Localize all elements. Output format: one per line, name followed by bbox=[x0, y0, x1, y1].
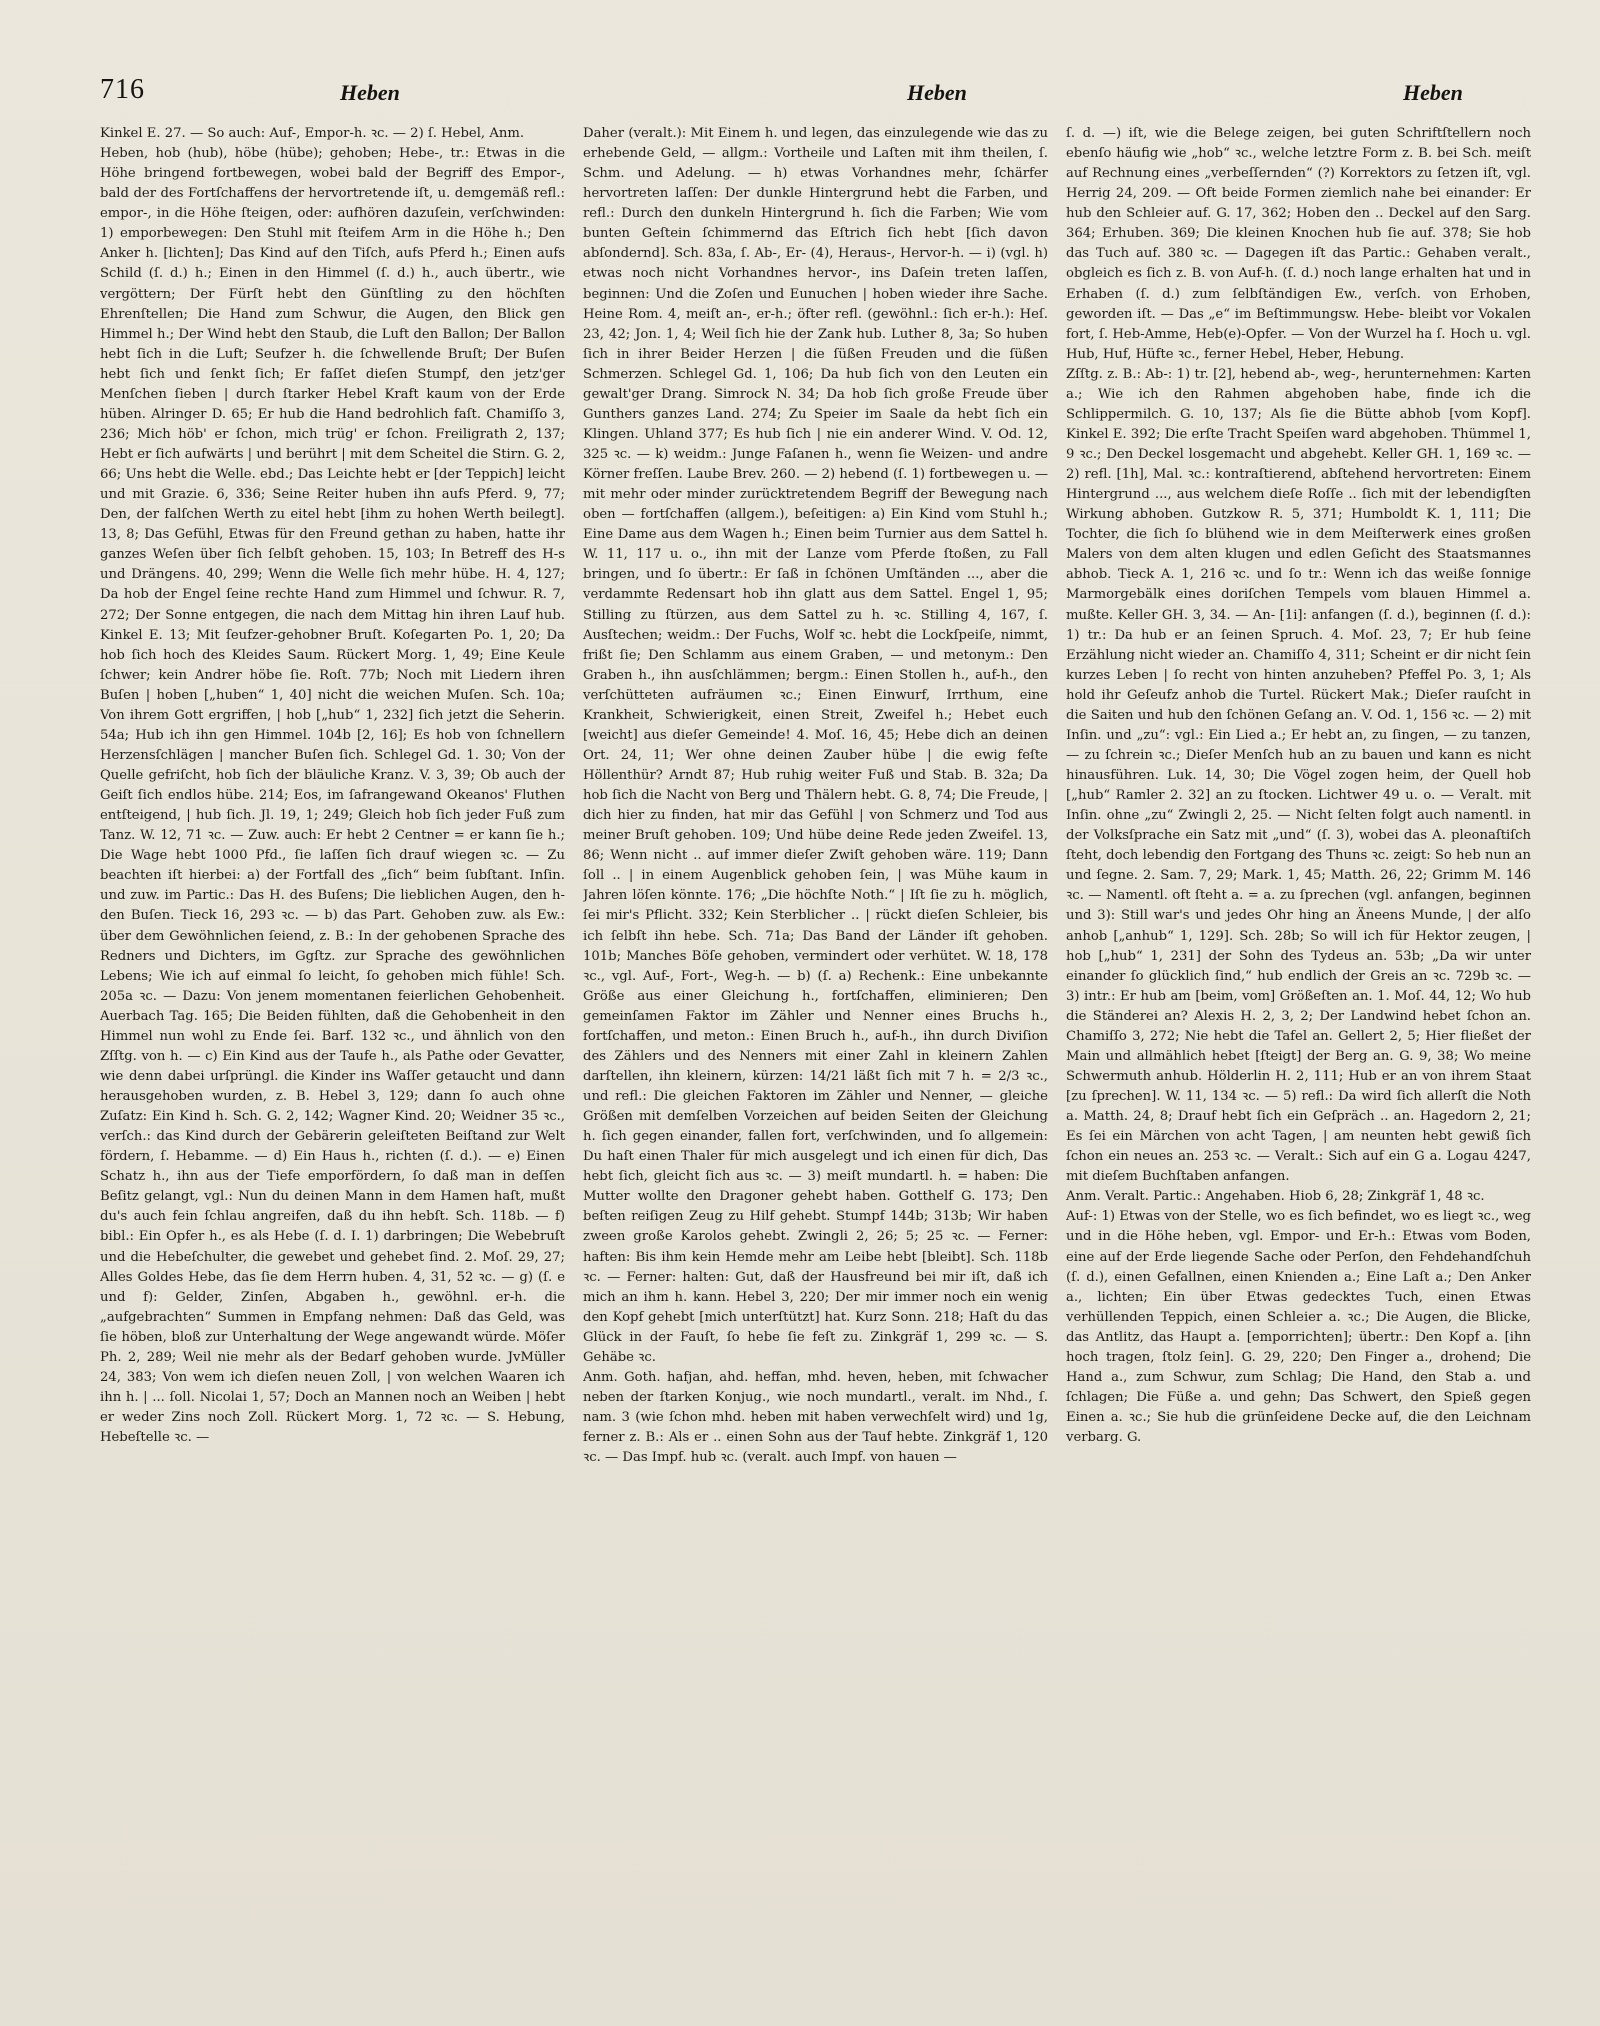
column-right-text: ſ. d. —) iſt, wie die Belege zeigen, bei guten Schriftſtellern noch ebenſo häufig wie „hob“ ꝛc., welche letztre Form z. B. bei Sch. meiſt auf Rechnung eines „verbeſſernden“ (?) Korrektors zu ſetzen iſt, vgl. Herrig 24, 209. — Oft beide Formen ziemlich nahe bei einander: Er hub den Schleier auf. G. 17, 362; Hoben den .. Deckel auf den Sarg. 364; Erhuben. 369; Die kleinen Knochen hub ſie auf. 378; Sie hob das Tuch auf. 380 ꝛc. — Dagegen iſt das Partic.: Gehaben veralt., obgleich es ſich z. B. von Auf-h. (ſ. d.) noch lange erhalten hat und in Erhaben (ſ. d.) zum ſelbſtändigen Ew., verſch. von Erhoben, geworden iſt. — Das „e“ im Beſtimmungsw. Hebe- bleibt vor Vokalen fort, ſ. Heb-Amme, Heb(e)-Opfer. — Von der Wurzel ha ſ. Hoch u. vgl. Hub, Huf, Hüfte ꝛc., ferner Hebel, Heber, Hebung. Zſſtg. z. B.: Ab-: 1) tr. [2], hebend ab-, weg-, herunternehmen: Karten a.; Wie ich den Rahmen abgehoben habe, finde ich die Schlippermilch. G. 10, 137; Als ſie die Bütte abhob [vom Kopf]. Kinkel E. 392; Die erſte Tracht Speiſen ward abgehoben. Thümmel 1, 9 ꝛc.; Den Deckel losgemacht und abgehebt. Keller GH. 1, 169 ꝛc. — 2) refl. [1h], Mal. ꝛc.: kontraſtierend, abſtehend hervortreten: Einem Hintergrund ..., aus welchem dieſe Roſſe .. ſich mit der lebendigſten Wirkung abhoben. Gutzkow R. 5, 371; Humboldt K. 1, 111; Die Tochter, die ſich ſo blühend wie in dem Meiſterwerk eines großen Malers von dem alten klugen und edlen Geſicht des Staatsmannes abhob. Tieck A. 1, 216 ꝛc. und ſo tr.: Wenn ich das weiße ſonnige Marmorgebälk eines doriſchen Tempels vom blauen Himmel a. mußte. Keller GH. 3, 34. — An- [1i]: anfangen (ſ. d.), beginnen (ſ. d.): 1) tr.: Da hub er an ſeinen Spruch. 4. Moſ. 23, 7; Er hub ſeine Erzählung nicht wieder an. Chamiſſo 4, 311; Scheint er dir nicht ſein kurzes Leben | ſo recht von hinten anzuheben? Pfeffel Po. 3, 1; Als hold ihr Geſeufz anhob die Turtel. Rückert Mak.; Dieſer rauſcht in die Saiten und hub den ſchönen Geſang an. V. Od. 1, 156 ꝛc. — 2) mit Inſin. und „zu“: vgl.: Ein Lied a.; Er hebt an, zu ſingen, — zu tanzen, — zu ſchrein ꝛc.; Dieſer Menſch hub an zu bauen und kann es nicht hinausführen. Luk. 14, 30; Die Vögel zogen heim, der Quell hob [„hub“ Ramler 2. 32] an zu ſtocken. Lichtwer 49 u. o. — Veralt. mit Inſin. ohne „zu“ Zwingli 2, 25. — Nicht ſelten folgt auch namentl. in der Volksſprache ein Satz mit „und“ (ſ. 3), wobei das A. pleonaſtiſch ſteht, doch lebendig den Fortgang des Thuns ꝛc. zeigt: So heb nun an und ſegne. 2. Sam. 7, 29; Mark. 1, 45; Matth. 26, 22; Grimm M. 146 ꝛc. — Namentl. oft ſteht a. = a. zu ſprechen (vgl. anfangen, beginnen und 3): Still war's und jedes Ohr hing an Äneens Munde, | der alſo anhob [„anhub“ 1, 129]. Sch. 28b; So will ich für Hektor zeugen, | hob [„hub“ 1, 231] der Sohn des Tydeus an. 53b; „Da wir unter einander ſo glücklich ſind,“ hub endlich der Greis an ꝛc. 729b ꝛc. — 3) intr.: Er hub am [beim, vom] Größeſten an. 1. Moſ. 44, 12; Wo hub die Ständerei an? Alexis H. 2, 3, 2; Der Landwind hebet ſchon an. Chamiſſo 3, 272; Nie hebt die Tafel an. Gellert 2, 5; Hier fließet der Main und allmählich hebet [ſteigt] der Berg an. G. 9, 38; Wo meine Schwermuth anhub. Hölderlin H. 2, 111; Hub er an von ihrem Staat [zu ſprechen]. W. 11, 134 ꝛc. — 5) refl.: Da wird ſich allerſt die Noth a. Matth. 24, 8; Drauf hebt ſich ein Geſpräch .. an. Hagedorn 2, 21; Es ſei ein Märchen von acht Tagen, | am neunten hebt gewiß ſich ſchon ein neues an. 253 ꝛc. — Veralt.: Sich auf ein G a. Logau 4247, mit dieſem Buchſtaben anfangen. Anm. Veralt. Partic.: Angehaben. Hiob 6, 28; Zinkgräf 1, 48 ꝛc. Auf-: 1) Etwas von der Stelle, wo es ſich befindet, wo es liegt ꝛc., weg und in die Höhe heben, vgl. Empor- und Er-h.: Etwas vom Boden, eine auf der Erde liegende Sache oder Perſon, den Fehdehandſchuh (ſ. d.), einen Gefallnen, einen Knienden a.; Eine Laſt a.; Den Anker a., lichten; Ein über Etwas gedecktes Tuch, einen Etwas verhüllenden Teppich, einen Schleier a. ꝛc.; Die Augen, die Blicke, das Antlitz, das Haupt a. [emporrichten]; übertr.: Den Kopf a. [ihn hoch tragen, ſtolz ſein]. G. 29, 220; Den Finger a., drohend; Die Hand a., zum Schwur, zum Schlag; Die Hand, den Stab a. und ſchlagen; Die Füße a. und gehn; Das Schwert, den Spieß gegen Einen a. ꝛc.; Sie hub die grünſeidene Decke auf, die den Leichnam verbarg. G. bbox=[1066, 126, 1531, 1446]
column-right bbox=[1066, 124, 1531, 2004]
page-number: 716 bbox=[100, 74, 145, 105]
running-head-right: Heben bbox=[1403, 80, 1463, 105]
column-left bbox=[100, 124, 565, 2004]
column-middle bbox=[583, 124, 1048, 2004]
running-head-left: Heben bbox=[340, 80, 400, 105]
page-header bbox=[100, 72, 1558, 118]
running-head-center: Heben bbox=[907, 80, 967, 105]
column-left-text: Kinkel E. 27. — So auch: Auf-, Empor-h. ꝛc. — 2) ſ. Hebel, Anm. Heben, hob (hub), höbe (hübe); gehoben; Hebe-, tr.: Etwas in die Höhe bringend fortbewegen, wobei bald der Begriff des Empor-, bald der des Fortſchaffens der hervortretende iſt, u. demgemäß refl.: empor-, in die Höhe ſteigen, oder: aufhören dazuſein, verſchwinden: 1) emporbewegen: Den Stuhl mit ſteifem Arm in die Höhe h.; Den Anker h. [lichten]; Das Kind auf den Tiſch, aufs Pferd h.; Einen aufs Schild (ſ. d.) h.; Einen in den Himmel (ſ. d.) h., auch übertr., wie vergöttern; Der Fürſt hebt den Günſtling zu den höchſten Ehrenſtellen; Die Hand zum Schwur, die Augen, den Blick gen Himmel h.; Der Wind hebt den Staub, die Luft den Ballon; Der Ballon hebt ſich in die Luft; Seufzer h. die ſchwellende Bruſt; Der Buſen hebt ſich und ſenkt ſich; Er faſſet dieſen Stumpf, den jetz'ger Menſchen ſieben | durch ſtarker Hebel Kraft kaum von der Erde hüben. Alringer D. 65; Er hub die Hand bedrohlich faſt. Chamiſſo 3, 236; Mich höb' er ſchon, mich trüg' er ſchon. Freiligrath 2, 137; Hebt er ſich aufwärts | und berührt | mit dem Scheitel die Stirn. G. 2, 66; Uns hebt die Welle. ebd.; Das Leichte hebt er [der Teppich] leicht und mit Grazie. 6, 336; Seine Reiter huben ihn aufs Pferd. 9, 77; Den, der falſchen Werth zu eitel hebt [ihm zu hohen Werth beilegt]. 13, 8; Das Gefühl, Etwas für den Freund gethan zu haben, hatte ihr ganzes Weſen über ſich ſelbſt gehoben. 15, 103; In Betreff des H-s und Drängens. 40, 299; Wenn die Welle ſich mehr hübe. H. 4, 127; Da hob der Engel ſeine rechte Hand zum Himmel und ſchwur. R. 7, 272; Der Sonne entgegen, die nach dem Mittag hin ihren Lauf hub. Kinkel E. 13; Mit ſeufzer-gehobner Bruſt. Koſegarten Po. 1, 20; Da hob ſich hoch des Kleides Saum. Rückert Morg. 1, 49; Eine Keule ſchwer; kein Andrer höbe ſie. Roſt. 77b; Noch mit Liedern ihren Buſen | hoben [„huben“ 1, 40] nicht die weichen Muſen. Sch. 10a; Von ihrem Gott ergriffen, | hob [„hub“ 1, 232] ſich jetzt die Seherin. 54a; Hub ich ihn gen Himmel. 104b [2, 16]; Es hob von ſchnellern Herzensſchlägen | mancher Buſen ſich. Schlegel Gd. 1. 30; Von der Quelle gefriſcht, hob ſich der bläuliche Kranz. V. 3, 39; Ob auch der Geiſt ſich endlos hübe. 214; Eos, im ſafrangewand Okeanos' Fluthen entſteigend, | hub ſich. Jl. 19, 1; 249; Gleich hob ſich jeder Fuß zum Tanz. W. 12, 71 ꝛc. — Zuw. auch: Er hebt 2 Centner = er kann ſie h.; Die Wage hebt 1000 Pfd., ſie laſſen ſich drauf wiegen ꝛc. — Zu beachten iſt hierbei: a) der Fortfall des „ſich“ beim ſubſtant. Inſin. und zuw. im Partic.: Das H. des Buſens; Die lieblichen Augen, den h-den Buſen. Tieck 16, 293 ꝛc. — b) das Part. Gehoben zuw. als Ew.: über dem Gewöhnlichen ſeiend, z. B.: In der gehobenen Sprache des Redners und Dichters, im Ggſtz. zur Sprache des gewöhnlichen Lebens; Wie ich auf einmal ſo leicht, ſo gehoben mich fühle! Sch. 205a ꝛc. — Dazu: Von jenem momentanen feierlichen Gehobenheit. Auerbach Tag. 165; Die Beiden fühlten, daß die Gehobenheit in den Himmel nun wohl zu Ende ſei. Barf. 132 ꝛc., und ähnlich von den Zſſtg. von h. — c) Ein Kind aus der Taufe h., als Pathe oder Gevatter, wie denn dabei urſprüngl. die Kinder ins Waſſer getaucht und dann herausgehoben wurden, z. B. Hebel 3, 129; dann ſo auch ohne Zuſatz: Ein Kind h. Sch. G. 2, 142; Wagner Kind. 20; Weidner 35 ꝛc., verſch.: das Kind durch der Gebärerin geleiſteten Beiſtand zur Welt fördern, ſ. Hebamme. — d) Ein Haus h., richten (ſ. d.). — e) Einen Schatz h., ihn aus der Tiefe emporfördern, ſo daß man in deſſen Beſitz gelangt, vgl.: Nun du deinen Mann in dem Hamen haſt, mußt du's auch fein ſchlau angreifen, daß du ihn hebſt. Sch. 118b. — f) bibl.: Ein Opfer h., es als Hebe (ſ. d. I. 1) darbringen; Die Webebruſt und die Hebeſchulter, die gewebet und gehebet ſind. 2. Moſ. 29, 27; Alles Goldes Hebe, das ſie dem Herrn huben. 4, 31, 52 ꝛc. — g) (ſ. e und f): Gelder, Zinſen, Abgaben h., gewöhnl. er-h. die „aufgebrachten“ Summen in Empfang nehmen: Daß das Geld, was ſie höben, bloß zur Unterhaltung der Wege angewandt würde. Möſer Ph. 2, 289; Weil nie mehr als der Bedarf gehoben wurde. JvMüller 24, 383; Von wem ich dieſen neuen Zoll, | von welchen Waaren ich ihn h. | ... ſoll. Nicolai 1, 57; Doch an Mannen noch an Weiben | hebt er weder Zins noch Zoll. Rückert Morg. 1, 72 ꝛc. — S. Hebung, Hebeſtelle ꝛc. — bbox=[100, 126, 565, 1446]
text-columns bbox=[100, 124, 1558, 2004]
column-middle-text: Daher (veralt.): Mit Einem h. und legen, das einzulegende wie das zu erhebende Geld, — allgm.: Vortheile und Laſten mit ihm theilen, ſ. Schm. und Adelung. — h) etwas Vorhandnes mehr, ſchärfer hervortreten laſſen: Der dunkle Hintergrund hebt die Farben, und refl.: Durch den dunkeln Hintergrund h. ſich die Farben; Wie vom bunten Geſtein ſchimmernd das Eſtrich ſich hebt [ſich davon abſondernd]. Sch. 83a, ſ. Ab-, Er- (4), Heraus-, Hervor-h. — i) (vgl. h) etwas noch nicht Vorhandnes hervor-, ins Daſein treten laſſen, beginnen: Und die Zoſen und Eunuchen | hoben wieder ihre Sache. Heine Rom. 4, meiſt an-, er-h.; öfter refl. (gewöhnl.: ſich er-h.): Heſ. 23, 42; Jon. 1, 4; Weil ſich hie der Zank hub. Luther 8, 3a; So huben ſich in ihrer Beider Herzen | die ſüßen Freuden und die ſüßen Schmerzen. Schlegel Gd. 1, 106; Da hub ſich von den Leuten ein gewalt'ger Drang. Simrock N. 34; Da hob ſich große Freude über Gunthers ganzes Land. 274; Zu Speier im Saale da hebt ſich ein Klingen. Uhland 377; Es hub ſich | nie ein anderer Wind. V. Od. 12, 325 ꝛc. — k) weidm.: Junge Faſanen h., wenn ſie Weizen- und andre Körner freſſen. Laube Brev. 260. — 2) hebend (ſ. 1) fortbewegen u. — mit mehr oder minder zurücktretendem Begriff der Bewegung nach oben — fortſchaffen (allgem.), beſeitigen: a) Ein Kind vom Stuhl h.; Eine Dame aus dem Wagen h.; Einen beim Turnier aus dem Sattel h. W. 11, 117 u. o., ihn mit der Lanze vom Pferde ſtoßen, zu Fall bringen, und ſo übertr.: Er ſaß in ſchönen Umſtänden ..., aber die verdammte Redensart hob ihn glatt aus dem Sattel. Engel 1, 95; Stilling zu ſtürzen, aus dem Sattel zu h. ꝛc. Stilling 4, 167, ſ. Ausſtechen; weidm.: Der Fuchs, Wolf ꝛc. hebt die Lockſpeiſe, nimmt, frißt ſie; Den Schlamm aus einem Graben, — und metonym.: Den Graben h., ihn ausſchlämmen; bergm.: Einen Stollen h., auf-h., den verſchütteten aufräumen ꝛc.; Einen Einwurf, Irrthum, eine Krankheit, Schwierigkeit, einen Streit, Zweifel h.; Hebet euch [weicht] aus dieſer Gemeinde! 4. Moſ. 16, 45; Hebe dich an deinen Ort. 24, 11; Wer ohne deinen Zauber hübe | die ewig feſte Höllenthür? Arndt 87; Hub ruhig weiter Fuß und Stab. B. 32a; Da hob ſich die Nacht von Berg und Thälern hebt. G. 8, 74; Die Freude, | dich hier zu finden, hat mir das Gefühl | von Schmerz und Tod aus meiner Bruſt gehoben. 109; Und hübe deine Rede jeden Zweifel. 13, 86; Wenn nicht .. auf immer dieſer Zwiſt gehoben wäre. 119; Dann ſoll .. | in einem Augenblick gehoben ſein, | was Mühe kaum in Jahren löſen könnte. 176; „Die höchſte Noth.“ | Iſt ſie zu h. möglich, ſei mir's Pflicht. 332; Kein Sterblicher .. | rückt dieſen Schleier, bis ich ſelbſt ihn hebe. Sch. 71a; Das Band der Länder iſt gehoben. 101b; Manches Böſe gehoben, vermindert oder verhütet. W. 18, 178 ꝛc., vgl. Auf-, Fort-, Weg-h. — b) (ſ. a) Rechenk.: Eine unbekannte Größe aus einer Gleichung h., fortſchaffen, eliminieren; Den gemeinſamen Faktor im Zähler und Nenner eines Bruchs h., fortſchaffen, und meton.: Einen Bruch h., auf-h., ihn durch Diviſion des Zählers und des Nenners mit einer Zahl in kleinern Zahlen darſtellen, ihn kleinern, kürzen: 14/21 läßt ſich mit 7 h. = 2/3 ꝛc., und refl.: Die gleichen Faktoren im Zähler und Nenner, — gleiche Größen mit demſelben Vorzeichen auf beiden Seiten der Gleichung h. ſich gegen einander, fallen fort, verſchwinden, und ſo allgemein: Du haſt einen Thaler für mich ausgelegt und ich einen für dich, Das hebt ſich, gleicht ſich aus ꝛc. — 3) meiſt mundartl. h. = haben: Die Mutter wollte den Dragoner gehebt haben. Gotthelf G. 173; Den beſten reiſigen Zeug zu Hilf gehebt. Stumpf 144b; 313b; Wir haben zween große Karolos gehebt. Zwingli 2, 26; 5; 25 ꝛc. — Ferner: haften: Bis ihm kein Hemde mehr am Leibe hebt [bleibt]. Sch. 118b ꝛc. — Ferner: halten: Gut, daß der Hausfreund bei mir iſt, daß ich mich an ihm h. kann. Hebel 3, 220; Der mir immer noch ein wenig den Kopf gehebt [mich unterſtützt] hat. Kurz Sonn. 218; Haſt du das Glück in der Fauſt, ſo hebe ſie feſt zu. Zinkgräf 1, 299 ꝛc. — S. Gehäbe ꝛc. Anm. Goth. hafjan, ahd. heffan, mhd. heven, heben, mit ſchwacher neben der ſtarken Konjug., wie noch mundartl., veralt. im Nhd., ſ. nam. 3 (wie ſchon mhd. heben mit haben verwechſelt wird) und 1g, ferner z. B.: Als er .. einen Sohn aus der Tauf hebte. Zinkgräf 1, 120 ꝛc. — Das Impf. hub ꝛc. (veralt. auch Impf. von hauen — bbox=[583, 126, 1048, 1466]
